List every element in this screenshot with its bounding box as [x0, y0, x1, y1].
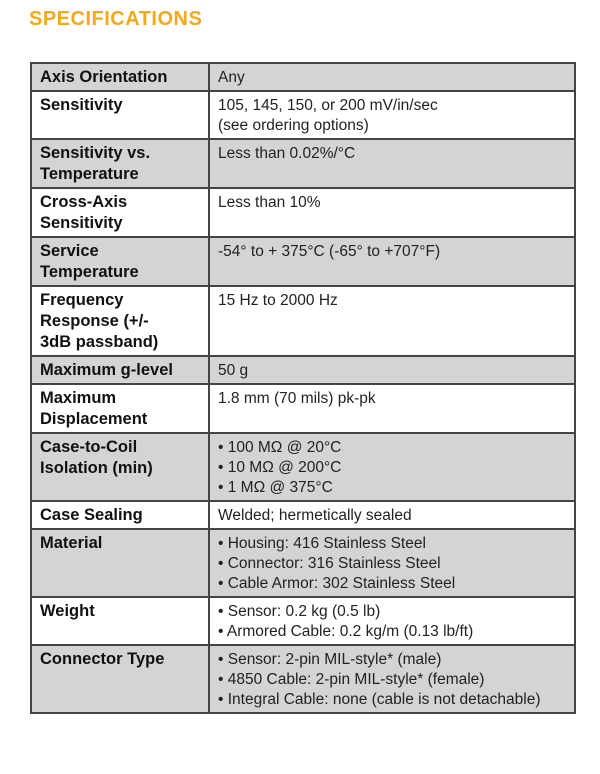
spec-row: [31, 645, 575, 713]
spec-label-line: Axis Orientation: [40, 68, 168, 86]
spec-value-line: 50 g: [218, 362, 249, 379]
spec-label: [31, 433, 209, 501]
spec-label-line: Response (+/-: [40, 312, 149, 330]
spec-value-line: • Housing: 416 Stainless Steel: [218, 535, 426, 552]
spec-label-line: Service: [40, 242, 99, 260]
spec-value-line: • Armored Cable: 0.2 kg/m (0.13 lb/ft): [218, 623, 474, 640]
spec-label: [31, 501, 209, 529]
spec-row: [31, 384, 575, 433]
spec-value-line: Less than 10%: [218, 194, 321, 211]
spec-label: [31, 645, 209, 713]
spec-label: [31, 384, 209, 433]
spec-label-line: Case Sealing: [40, 506, 143, 524]
spec-row: [31, 237, 575, 286]
spec-label-line: Case-to-Coil: [40, 438, 138, 456]
spec-label: [31, 286, 209, 356]
spec-value: [209, 139, 575, 188]
spec-row: [31, 91, 575, 139]
spec-label-line: Temperature: [40, 263, 139, 281]
spec-value-line: 15 Hz to 2000 Hz: [218, 292, 338, 309]
spec-value: [209, 63, 575, 91]
spec-label-line: Weight: [40, 602, 95, 620]
spec-label: [31, 529, 209, 597]
spec-value: [209, 286, 575, 356]
spec-value: [209, 356, 575, 384]
spec-value: [209, 597, 575, 645]
spec-label: [31, 91, 209, 139]
spec-value: [209, 91, 575, 139]
spec-label-line: Frequency: [40, 291, 124, 309]
spec-value: [209, 433, 575, 501]
specifications-table: [30, 62, 576, 714]
spec-row: [31, 433, 575, 501]
spec-value: [209, 384, 575, 433]
spec-label: [31, 188, 209, 237]
spec-label: [31, 356, 209, 384]
spec-value: [209, 501, 575, 529]
spec-value-line: (see ordering options): [218, 117, 369, 134]
spec-value-line: • 100 MΩ @ 20°C: [218, 439, 342, 456]
spec-label-line: Material: [40, 534, 103, 552]
spec-label-line: Connector Type: [40, 650, 165, 668]
spec-row: [31, 529, 575, 597]
spec-value-line: • 10 MΩ @ 200°C: [218, 459, 342, 476]
spec-row: [31, 356, 575, 384]
spec-row: [31, 139, 575, 188]
spec-label-line: 3dB passband): [40, 333, 159, 351]
spec-value-line: 105, 145, 150, or 200 mV/in/sec: [218, 97, 438, 114]
page-title: SPECIFICATIONS: [29, 8, 203, 30]
spec-row: [31, 286, 575, 356]
specifications-table-body: [31, 63, 575, 713]
spec-label-line: Displacement: [40, 410, 148, 428]
spec-value-line: • Sensor: 2-pin MIL-style* (male): [218, 651, 442, 668]
spec-value-line: • Sensor: 0.2 kg (0.5 lb): [218, 603, 381, 620]
spec-row: [31, 501, 575, 529]
spec-value-line: 1.8 mm (70 mils) pk-pk: [218, 390, 376, 407]
spec-value-line: -54° to + 375°C (-65° to +707°F): [218, 243, 441, 260]
spec-row: [31, 188, 575, 237]
spec-label-line: Cross-Axis: [40, 193, 128, 211]
spec-label: [31, 63, 209, 91]
spec-row: [31, 597, 575, 645]
spec-value: [209, 645, 575, 713]
spec-label-line: Sensitivity: [40, 214, 123, 232]
spec-value: [209, 188, 575, 237]
spec-value-line: • Connector: 316 Stainless Steel: [218, 555, 441, 572]
spec-value-line: Any: [218, 69, 245, 86]
spec-label: [31, 139, 209, 188]
spec-label-line: Isolation (min): [40, 459, 153, 477]
spec-label-line: Sensitivity vs.: [40, 144, 151, 162]
spec-label-line: Temperature: [40, 165, 139, 183]
spec-value-line: • 1 MΩ @ 375°C: [218, 479, 333, 496]
spec-value: [209, 529, 575, 597]
spec-label-line: Sensitivity: [40, 96, 123, 114]
spec-value-line: • 4850 Cable: 2-pin MIL-style* (female): [218, 671, 485, 688]
spec-value-line: Less than 0.02%/°C: [218, 145, 356, 162]
spec-value-line: Welded; hermetically sealed: [218, 507, 412, 524]
spec-label-line: Maximum: [40, 389, 117, 407]
spec-row: [31, 63, 575, 91]
spec-value: [209, 237, 575, 286]
spec-label: [31, 237, 209, 286]
spec-label-line: Maximum g-level: [40, 361, 173, 379]
spec-value-line: • Integral Cable: none (cable is not detachable): [218, 691, 541, 708]
spec-value-line: • Cable Armor: 302 Stainless Steel: [218, 575, 456, 592]
spec-label: [31, 597, 209, 645]
